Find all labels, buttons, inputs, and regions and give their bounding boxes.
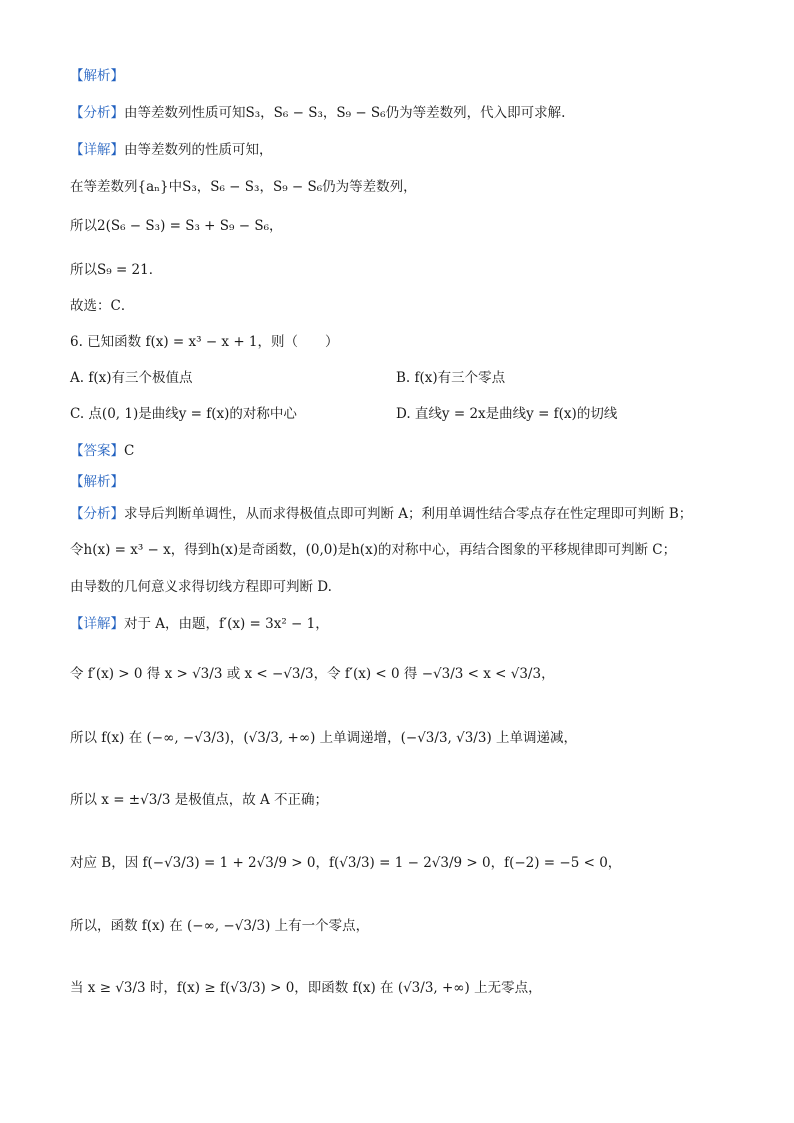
analysis-tag: 【解析】 xyxy=(70,68,124,84)
body-line: 所以S₉ = 21． xyxy=(70,262,163,278)
option-b: B. f(x)有三个零点 xyxy=(396,370,506,386)
section-label xyxy=(70,472,124,492)
body-line: 对应 B，因 f(−√3/3) = 1 + 2√3/9 > 0，f(√3/3) = 1 − 2√3/9 > 0，f(−2) = −5 < 0， xyxy=(70,855,622,871)
detail-text: 对于 A，由题，f′(x) = 3x² − 1， xyxy=(124,616,329,632)
analysis-tag: 【解析】 xyxy=(70,474,124,490)
body-line: 所以2(S₆ − S₃) = S₃ + S₉ − S₆， xyxy=(70,218,283,234)
detail-tag: 【详解】 xyxy=(70,616,124,632)
section-label xyxy=(70,66,124,86)
body-line: 令 f′(x) > 0 得 x > √3/3 或 x < −√3/3，令 f′(x) < 0 得 −√3/3 < x < √3/3， xyxy=(70,666,555,682)
question-stem: 6. 已知函数 f(x) = x³ − x + 1，则（ ） xyxy=(70,334,339,350)
body-line: 所以，函数 f(x) 在 (−∞, −√3/3) 上有一个零点， xyxy=(70,918,370,934)
analysis-line xyxy=(70,504,692,524)
answer-tag: 【答案】 xyxy=(70,443,124,459)
option-a: A. f(x)有三个极值点 xyxy=(70,370,193,386)
detail-line xyxy=(70,140,273,160)
body-line: 令h(x) = x³ − x，得到h(x)是奇函数，(0,0)是h(x)的对称中心，再结合图象的平移规律即可判断 C； xyxy=(70,542,677,558)
option-d: D. 直线y = 2x是曲线y = f(x)的切线 xyxy=(396,406,618,422)
detail-text: 由等差数列的性质可知， xyxy=(124,142,273,158)
body-line: 在等差数列{aₙ}中S₃，S₆ − S₃，S₉ − S₆仍为等差数列， xyxy=(70,179,417,195)
answer-line xyxy=(70,441,134,461)
analysis-text: 由等差数列性质可知S₃，S₆ − S₃，S₉ − S₆仍为等差数列，代入即可求解. xyxy=(124,105,566,121)
option-c: C. 点(0, 1)是曲线y = f(x)的对称中心 xyxy=(70,406,297,422)
analysis-tag: 【分析】 xyxy=(70,105,124,121)
body-line: 故选：C． xyxy=(70,298,135,314)
detail-tag: 【详解】 xyxy=(70,142,124,158)
analysis-tag: 【分析】 xyxy=(70,506,124,522)
analysis-text: 求导后判断单调性，从而求得极值点即可判断 A；利用单调性结合零点存在性定理即可判断 B； xyxy=(124,506,693,522)
detail-line xyxy=(70,614,329,634)
answer-text: C xyxy=(124,443,135,459)
body-line: 所以 x = ±√3/3 是极值点，故 A 不正确； xyxy=(70,792,329,808)
body-line: 由导数的几何意义求得切线方程即可判断 D. xyxy=(70,579,332,595)
body-line: 所以 f(x) 在 (−∞, −√3/3)，(√3/3, +∞) 上单调递增，(−√3/3, √3/3) 上单调递减， xyxy=(70,730,578,746)
body-line: 当 x ≥ √3/3 时，f(x) ≥ f(√3/3) > 0，即函数 f(x) 在 (√3/3, +∞) 上无零点， xyxy=(70,980,542,996)
analysis-line xyxy=(70,103,565,123)
